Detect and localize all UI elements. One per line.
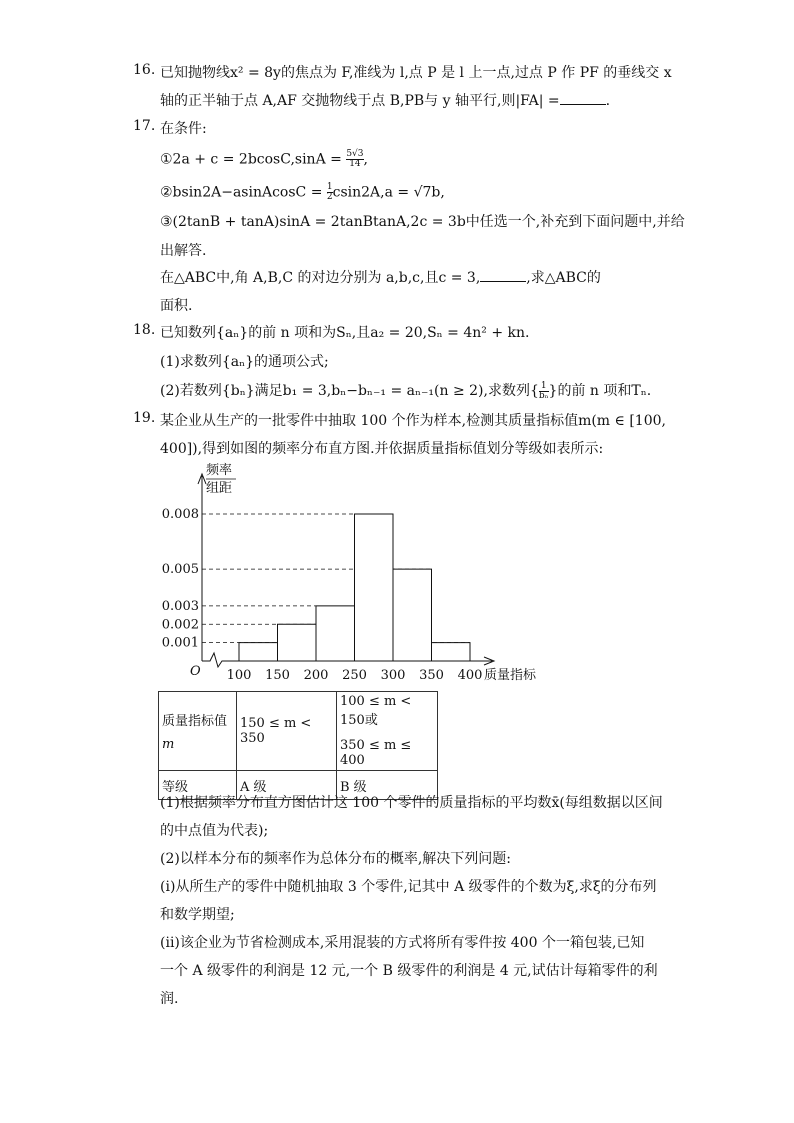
origin-label: O [190,664,201,679]
x-tick-label: 150 [265,668,290,683]
q16-text-a: 已知抛物线 [160,65,230,81]
q19-number: 19. [133,410,156,426]
q18-p2-denominator: bₙ [538,390,549,401]
histogram-bar [278,624,317,661]
q19-sub4: (ii)该企业为节省检测成本,采用混装的方式将所有零件按 400 个一箱包装,已知 [160,935,645,951]
frequency-histogram [150,462,570,687]
table-cell-grade-a: A 级 [237,771,337,800]
x-tick-label: 100 [226,668,252,683]
table-cell-a-range: 150 ≤ m < 350 [237,692,337,771]
q17-condition-3b: 出解答. [160,243,207,259]
q17-c1-text: ①2a + c = 2bcosC,sinA = [160,151,342,168]
y-tick-label: 0.001 [161,635,199,651]
q18-p2-text-b: }的前 n 项和Tₙ. [548,383,652,399]
histogram-bar [239,643,278,661]
grade-table [158,691,438,800]
q19-sub1b: 的中点值为代表); [160,823,269,839]
q17-intro: 在条件: [160,121,207,137]
q18-p2-fraction [539,382,549,401]
q18-number: 18. [133,322,156,338]
q17-c2-numerator: 1 [326,182,333,192]
y-tick-label: 0.008 [161,507,199,522]
q19-sub4b: 一个 A 级零件的利润是 12 元,一个 B 级零件的利润是 4 元,试估计每箱零件的利 [160,963,658,979]
y-tick-label: 0.002 [161,617,199,633]
q17-c2-text-b: csin2A,a = √7b, [332,184,445,201]
q16-line1 [160,62,672,82]
table-cell [159,692,237,771]
q19-line1: 某企业从生产的一批零件中抽取 100 个作为样本,检测其质量指标值m(m ∈ [100, [160,413,666,429]
q17-c1-end: , [363,151,368,168]
y-axis-label-bottom: 组距 [206,481,233,496]
x-tick-label: 200 [303,668,329,683]
x-tick-label: 400 [457,668,483,683]
y-tick-label: 0.003 [161,598,199,614]
q19-sub1: (1)根据频率分布直方图估计这 100 个零件的质量指标的平均数x̄(每组数据以区间 [160,795,663,811]
q17-task-b: ,求△ABC的 [526,270,601,286]
q17-condition-2 [160,183,445,202]
q17-condition-1 [160,150,368,169]
table-b-range-2: 350 ≤ m ≤ 400 [340,738,412,768]
q18-line1: 已知数列{aₙ}的前 n 项和为Sₙ,且a₂ = 20,Sₙ = 4n² + kn. [160,325,530,341]
y-tick-label: 0.005 [161,562,199,578]
table-cell-grade-label: 等级 [159,771,237,800]
q19-sub3: (i)从所生产的零件中随机抽取 3 个零件,记其中 A 级零件的个数为ξ,求ξ的分布列 [160,879,657,895]
x-tick-label: 250 [342,668,367,683]
q17-c1-denominator: 14 [346,159,363,169]
x-axis-label: 质量指标 [484,668,537,683]
table-header-label: 质量指标值 [162,714,228,729]
x-tick-label: 300 [380,668,406,683]
q16-expr: x² = 8y [230,65,281,81]
histogram-bar [393,569,432,661]
y-axis-label-top: 频率 [206,463,233,478]
q17-c1-numerator: 5√3 [346,149,364,159]
histogram-bar [316,606,355,661]
q19-line2: 400]),得到如图的频率分布直方图.并依据质量指标值划分等级如表所示: [160,441,604,457]
table-cell-grade-b: B 级 [337,771,438,800]
q16-text-b: 的焦点为 F,准线为 l,点 P 是 l 上一点,过点 P 作 PF 的垂线交 x [280,65,672,81]
q17-answer-blank [480,269,526,282]
q17-task-c: 面积. [160,298,193,314]
q17-task [160,267,601,287]
q17-task-a: 在△ABC中,角 A,B,C 的对边分别为 a,b,c,且c = 3, [160,270,481,286]
table-b-range-1: 100 ≤ m < 150或 [340,694,412,728]
q16-answer-blank [560,92,606,105]
q18-part1: (1)求数列{aₙ}的通项公式; [160,354,329,370]
table-row [159,692,438,771]
q18-p2-text: (2)若数列{bₙ}满足b₁ = 3,bₙ−bₙ₋₁ = aₙ₋₁(n ≥ 2),求数列{ [160,383,539,399]
histogram-bar [355,514,394,661]
q17-c2-text: ②bsin2A−asinAcosC = [160,184,323,201]
q19-sub2: (2)以样本分布的频率作为总体分布的概率,解决下列问题: [160,851,511,867]
q17-c2-denominator: 2 [326,192,333,202]
q19-sub4c: 润. [160,991,179,1007]
q16-number: 16. [133,62,156,78]
q18-part2 [160,380,651,401]
q18-p2-numerator: 1 [540,380,547,391]
q17-number: 17. [133,118,156,134]
table-cell-b-range [337,692,438,771]
x-tick-label: 350 [419,668,444,683]
q17-c1-fraction [346,150,363,169]
histogram-bar [432,643,471,661]
q16-end: . [605,93,611,109]
q16-text-c: 轴的正半轴于点 A,AF 交抛物线于点 B,PB与 y 轴平行,则|FA| = [160,93,560,109]
q17-condition-3: ③(2tanB + tanA)sinA = 2tanBtanA,2c = 3b中任选一个,补充到下面问题中,并给 [160,214,685,230]
q16-line2 [160,90,610,110]
q19-sub3b: 和数学期望; [160,907,235,923]
table-header-var: m [162,737,175,752]
